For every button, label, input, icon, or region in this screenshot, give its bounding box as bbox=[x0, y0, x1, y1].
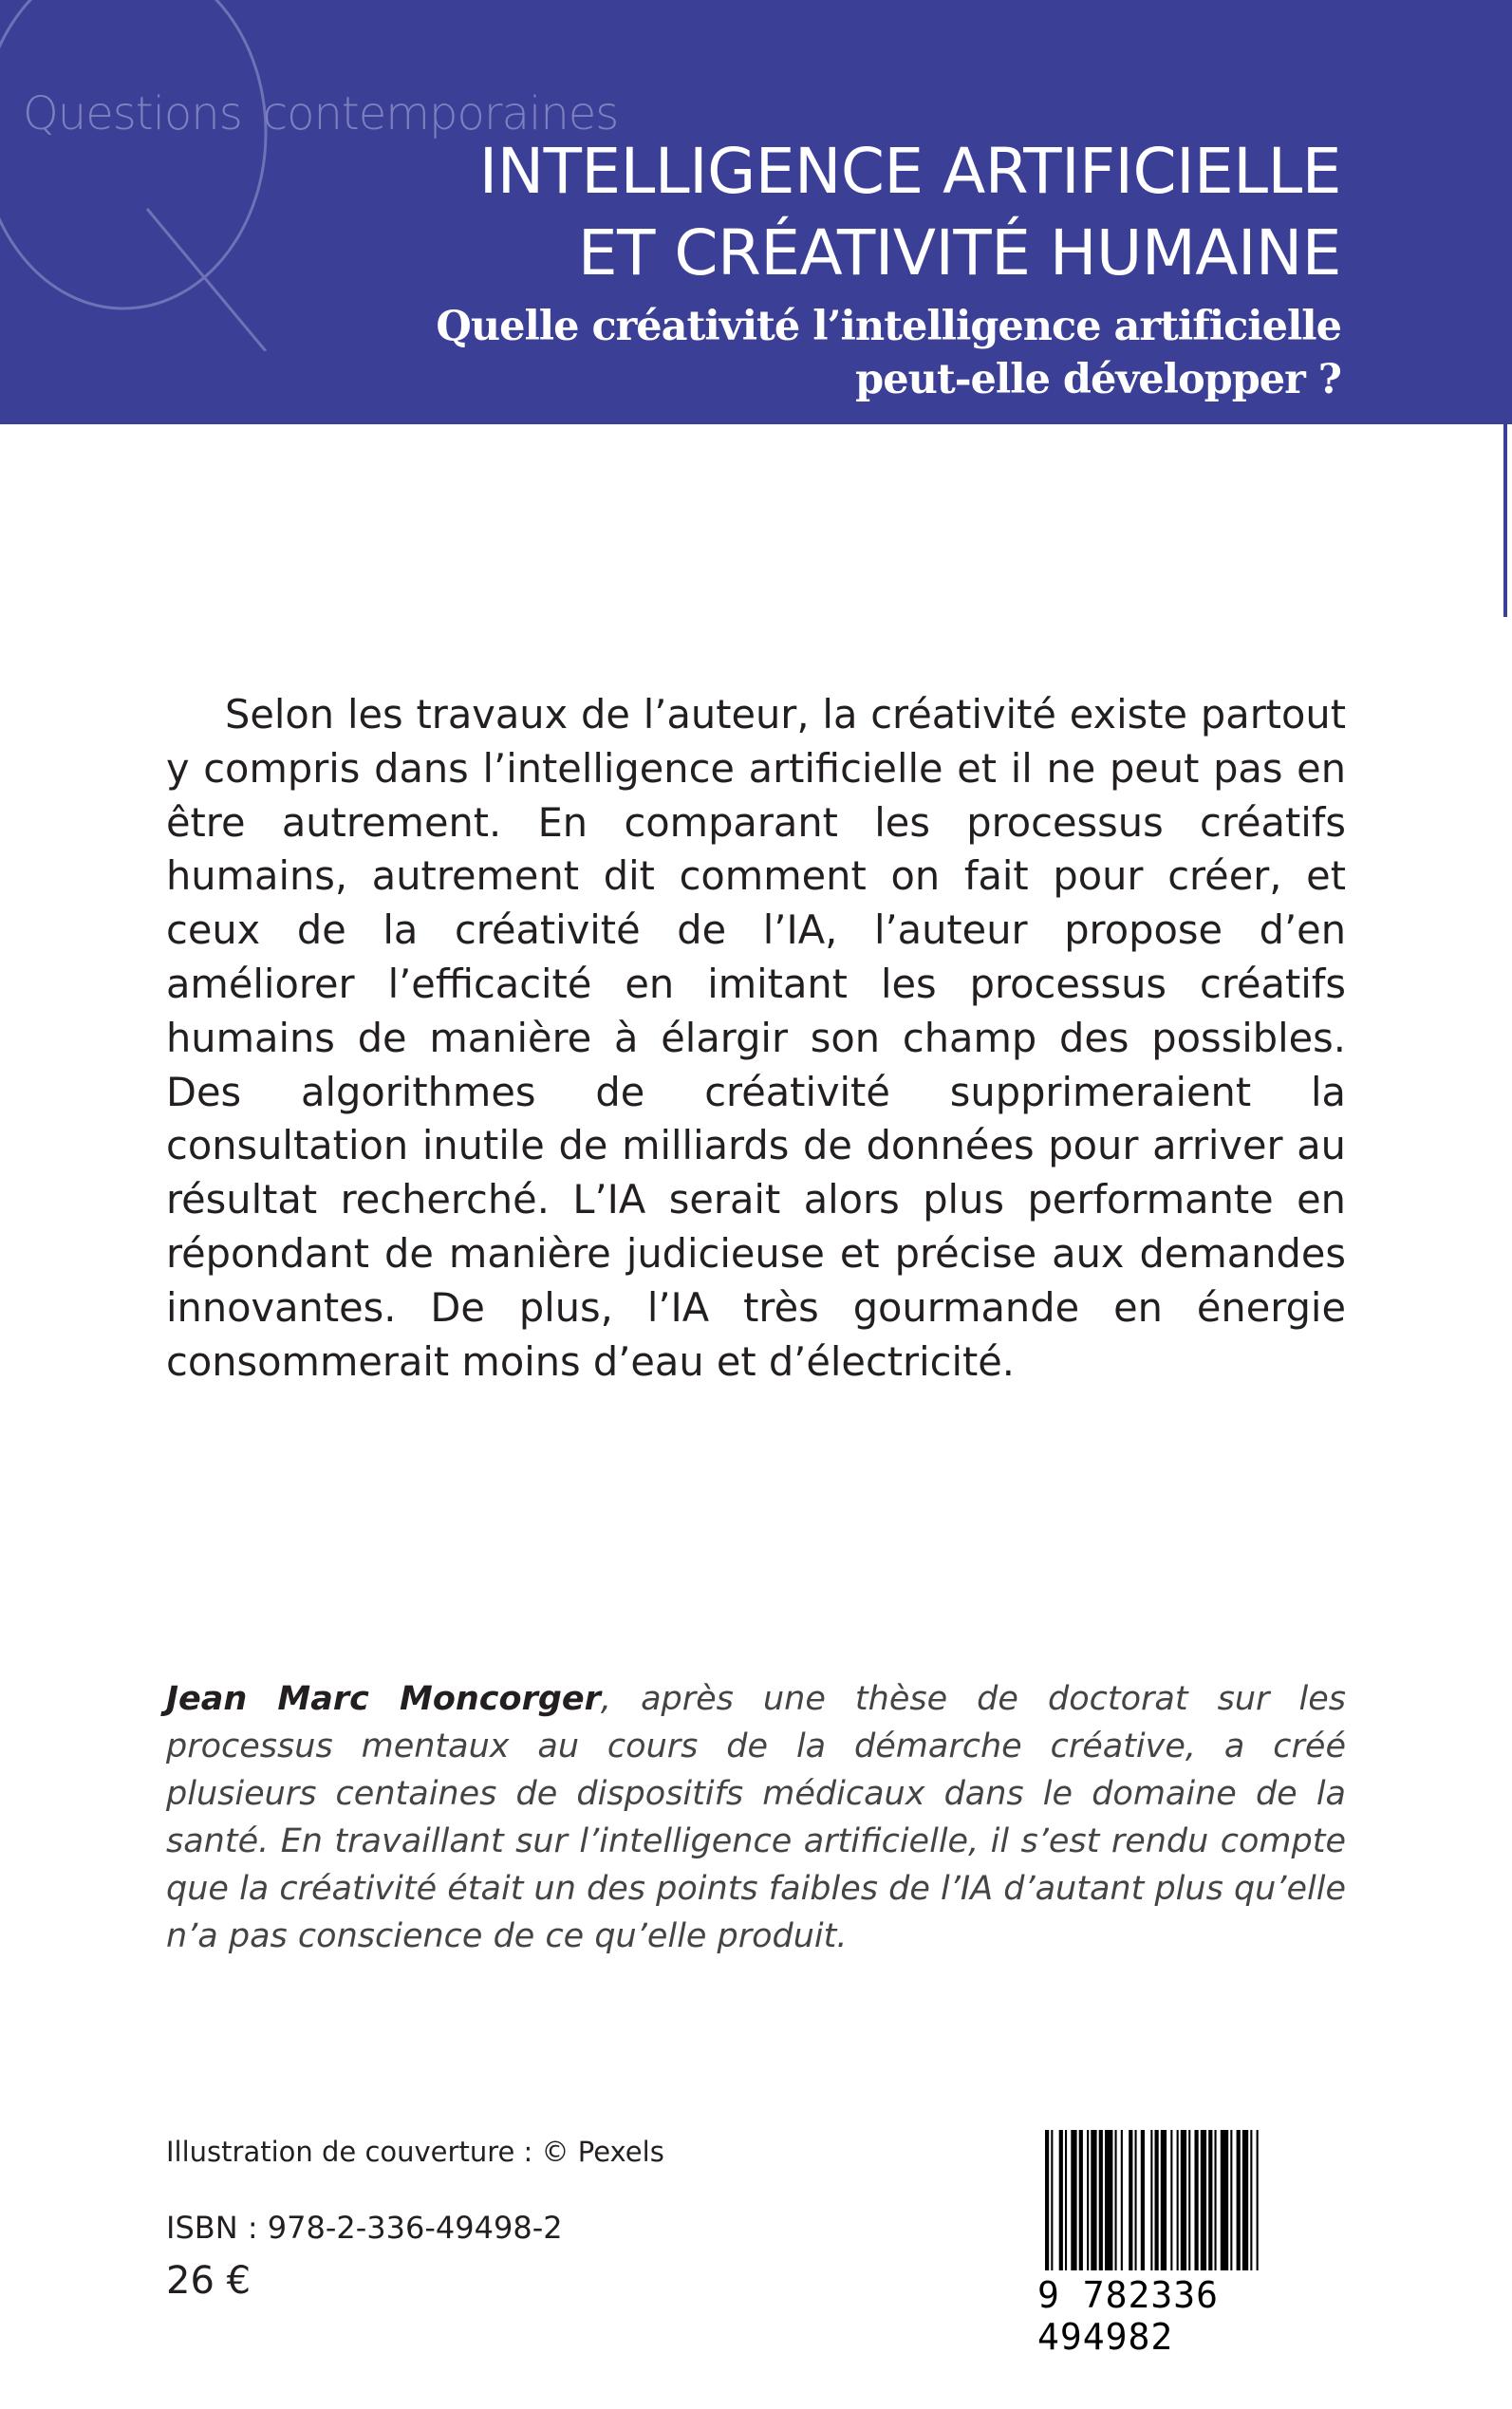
q-series-logo-icon bbox=[0, 0, 285, 351]
cover-illustration-credit: Illustration de couverture : © Pexels bbox=[166, 2136, 664, 2168]
barcode-bar bbox=[1105, 2130, 1112, 2270]
barcode-bar bbox=[1201, 2130, 1206, 2270]
barcode-bar bbox=[1150, 2130, 1152, 2270]
barcode-bar bbox=[1091, 2130, 1096, 2270]
barcode-bar bbox=[1155, 2130, 1159, 2270]
book-title bbox=[479, 131, 1341, 294]
barcode-bar bbox=[1141, 2130, 1145, 2270]
barcode-bar bbox=[1230, 2130, 1232, 2270]
barcode-bars-icon bbox=[1037, 2126, 1332, 2289]
barcode-bar bbox=[1161, 2130, 1167, 2270]
barcode-number: 9 782336 494982 bbox=[1037, 2274, 1220, 2358]
barcode-bar bbox=[1250, 2130, 1252, 2270]
title-line-2: ET CRÉATIVITÉ HUMAINE bbox=[577, 216, 1341, 289]
barcode-bar bbox=[1177, 2130, 1179, 2270]
barcode-bar bbox=[1121, 2130, 1123, 2270]
barcode-bar bbox=[1045, 2130, 1049, 2270]
subtitle-line-1: Quelle créativité l’intelligence artificielle bbox=[436, 303, 1341, 350]
barcode-bar bbox=[1129, 2130, 1132, 2270]
barcode-bar bbox=[1115, 2130, 1117, 2270]
barcode-bar bbox=[1208, 2130, 1212, 2270]
barcode-bar bbox=[1257, 2130, 1259, 2270]
barcode-bar bbox=[1181, 2130, 1186, 2270]
barcode-bar bbox=[1059, 2130, 1063, 2270]
series-word-questions: Questions bbox=[23, 87, 242, 140]
barcode-bar bbox=[1099, 2130, 1103, 2270]
book-subtitle bbox=[436, 300, 1341, 406]
title-line-1: INTELLIGENCE ARTIFICIELLE bbox=[478, 135, 1341, 208]
barcode-bar bbox=[1170, 2130, 1172, 2270]
author-bio-text: , après une thèse de doctorat sur les processus mentaux au cours de la démarche créative, a créé plusieurs centaines de dispositifs médicaux dans le domaine de la santé. En travaillant sur l’intelligence artificielle, il s’est rendu compte que la créativité était un des points faibles de l’IA d’autant plus qu’elle n’a pas conscience de ce qu’elle produit. bbox=[166, 1680, 1346, 1955]
barcode-bar bbox=[1221, 2130, 1228, 2270]
book-summary: Selon les travaux de l’auteur, la créativité existe partout y compris dans l’intelligence artificielle et il ne peut pas en être autrement. En comparant les processus créatifs humains, autrement dit comment on fait pour créer, et ceux de la créativité de l’IA, l’auteur propose d’en améliorer l’efficacité en imitant les processus créatifs humains de manière à élargir son champ des possibles. Des algorithmes de créativité supprimeraient la consultation inutile de milliards de données pour arriver au résultat recherché. L’IA serait alors plus performante en répondant de manière judicieuse et précise aux demandes innovantes. De plus, l’IA très gourmande en énergie consommerait moins d’eau et d’électricité. bbox=[166, 691, 1346, 1385]
barcode bbox=[1037, 2126, 1332, 2358]
cover-header-band bbox=[0, 0, 1512, 424]
barcode-bar bbox=[1065, 2130, 1067, 2270]
author-name: Jean Marc Moncorger bbox=[166, 1680, 601, 1718]
barcode-bar bbox=[1079, 2130, 1083, 2270]
subtitle-line-2: peut-elle développer ? bbox=[855, 356, 1341, 403]
barcode-bar bbox=[1051, 2130, 1053, 2270]
series-word-contemporaines: contemporaines bbox=[262, 87, 619, 140]
barcode-bar bbox=[1237, 2130, 1241, 2270]
barcode-bar bbox=[1135, 2130, 1137, 2270]
author-bio bbox=[166, 1675, 1346, 1960]
barcode-bar bbox=[1087, 2130, 1089, 2270]
isbn: ISBN : 978-2-336-49498-2 bbox=[166, 2210, 563, 2246]
barcode-bar bbox=[1215, 2130, 1217, 2270]
price: 26 € bbox=[166, 2259, 252, 2303]
barcode-bar bbox=[1071, 2130, 1076, 2270]
barcode-bar bbox=[1242, 2130, 1248, 2270]
barcode-bar bbox=[1195, 2130, 1199, 2270]
barcode-bar bbox=[1188, 2130, 1190, 2270]
spine-edge-mark bbox=[1503, 0, 1507, 617]
